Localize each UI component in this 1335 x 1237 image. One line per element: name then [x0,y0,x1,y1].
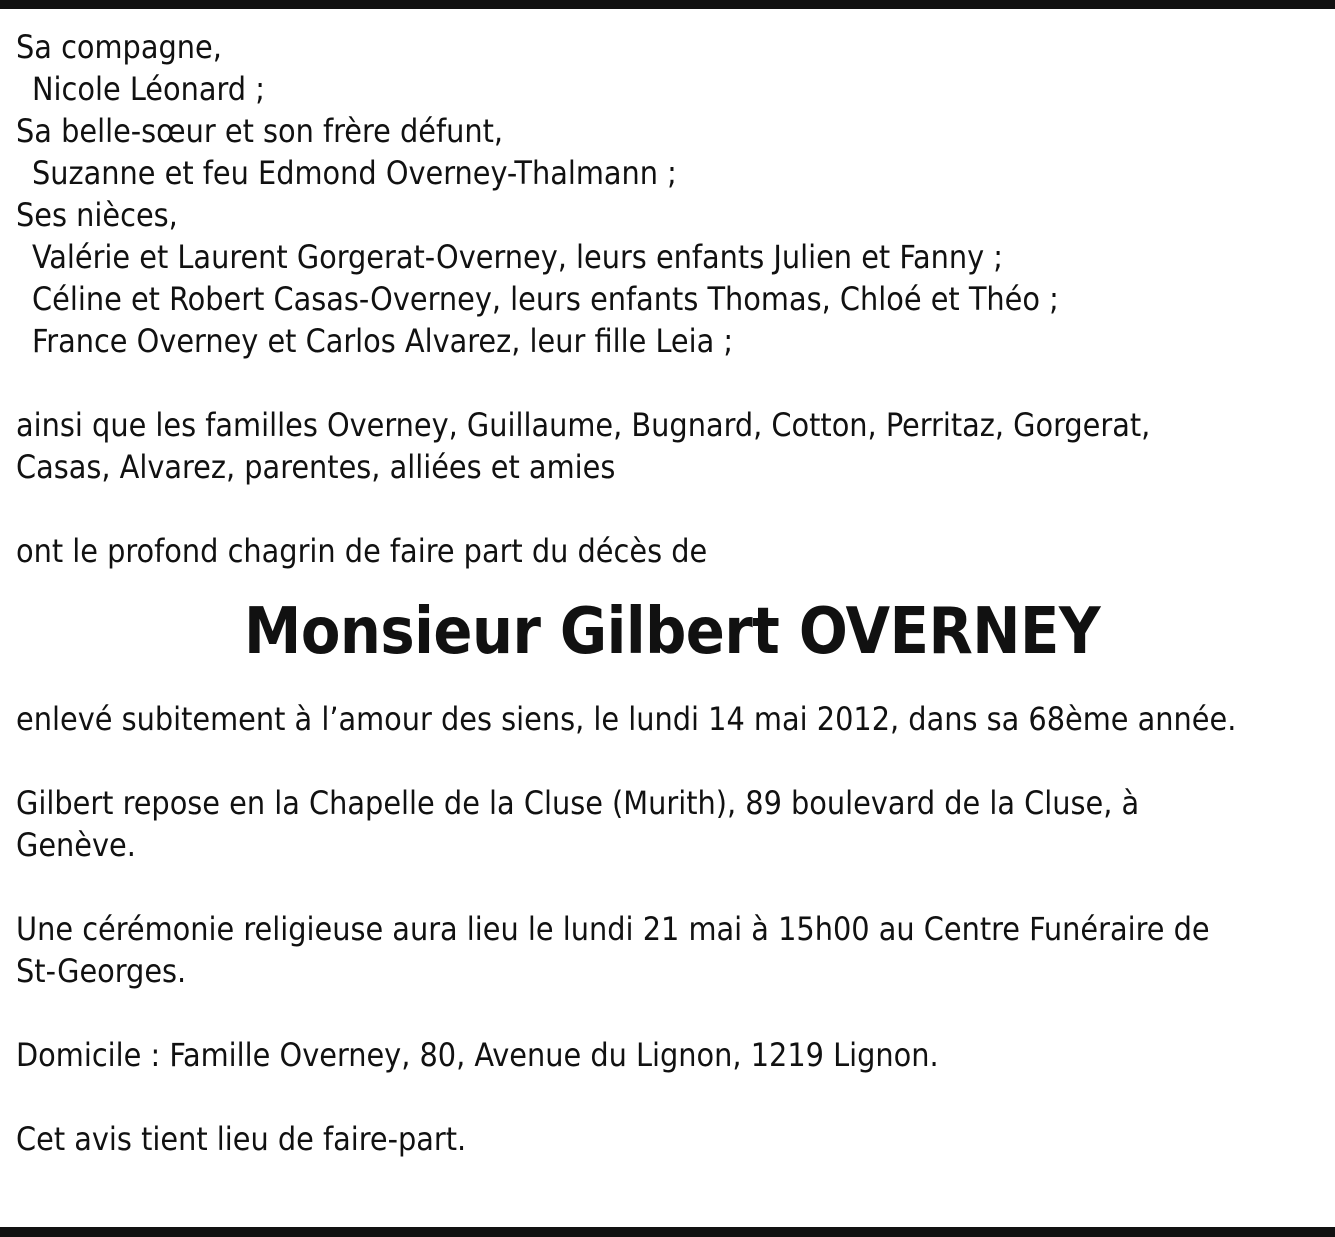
spacer [16,740,1328,782]
death-info: enlevé subitement à l’amour des siens, le lundi 14 mai 2012, dans sa 68ème année. [16,700,1237,738]
ceremony-line-1: Une cérémonie religieuse aura lieu le lundi 21 mai à 15h00 au Centre Funéraire de [16,910,1210,948]
ceremony-line-2: St-Georges. [16,952,187,990]
family-name-companion: Nicole Léonard ; [32,70,265,108]
family-name-niece-1: Valérie et Laurent Gorgerat-Overney, leurs enfants Julien et Fanny ; [32,238,1003,276]
spacer [16,992,1328,1034]
announcement-text: ont le profond chagrin de faire part du décès de [16,532,708,570]
family-name-sister-in-law: Suzanne et feu Edmond Overney-Thalmann ; [32,154,677,192]
top-border-rule [0,0,1335,9]
spacer [16,362,1328,404]
spacer [16,488,1328,530]
families-line-1: ainsi que les familles Overney, Guillaume, Bugnard, Cotton, Perritaz, Gorgerat, [16,406,1151,444]
bottom-border-rule [0,1227,1335,1237]
family-role-nieces: Ses nièces, [16,196,178,234]
family-name-niece-2: Céline et Robert Casas-Overney, leurs enfants Thomas, Chloé et Théo ; [32,280,1059,318]
family-name-niece-3: France Overney et Carlos Alvarez, leur fille Leia ; [32,322,734,360]
families-line-2: Casas, Alvarez, parentes, alliées et amies [16,448,616,486]
resting-place-line-2: Genève. [16,826,136,864]
resting-place-line-1: Gilbert repose en la Chapelle de la Cluse (Murith), 89 boulevard de la Cluse, à [16,784,1140,822]
family-role-companion: Sa compagne, [16,28,222,66]
spacer [16,1076,1328,1118]
obituary-notice [16,26,1328,1160]
deceased-name: Monsieur Gilbert OVERNEY [244,595,1100,669]
domicile-text: Domicile : Famille Overney, 80, Avenue du Lignon, 1219 Lignon. [16,1036,939,1074]
spacer [16,866,1328,908]
closing-text: Cet avis tient lieu de faire-part. [16,1120,467,1158]
family-role-sister-in-law: Sa belle-sœur et son frère défunt, [16,112,503,150]
